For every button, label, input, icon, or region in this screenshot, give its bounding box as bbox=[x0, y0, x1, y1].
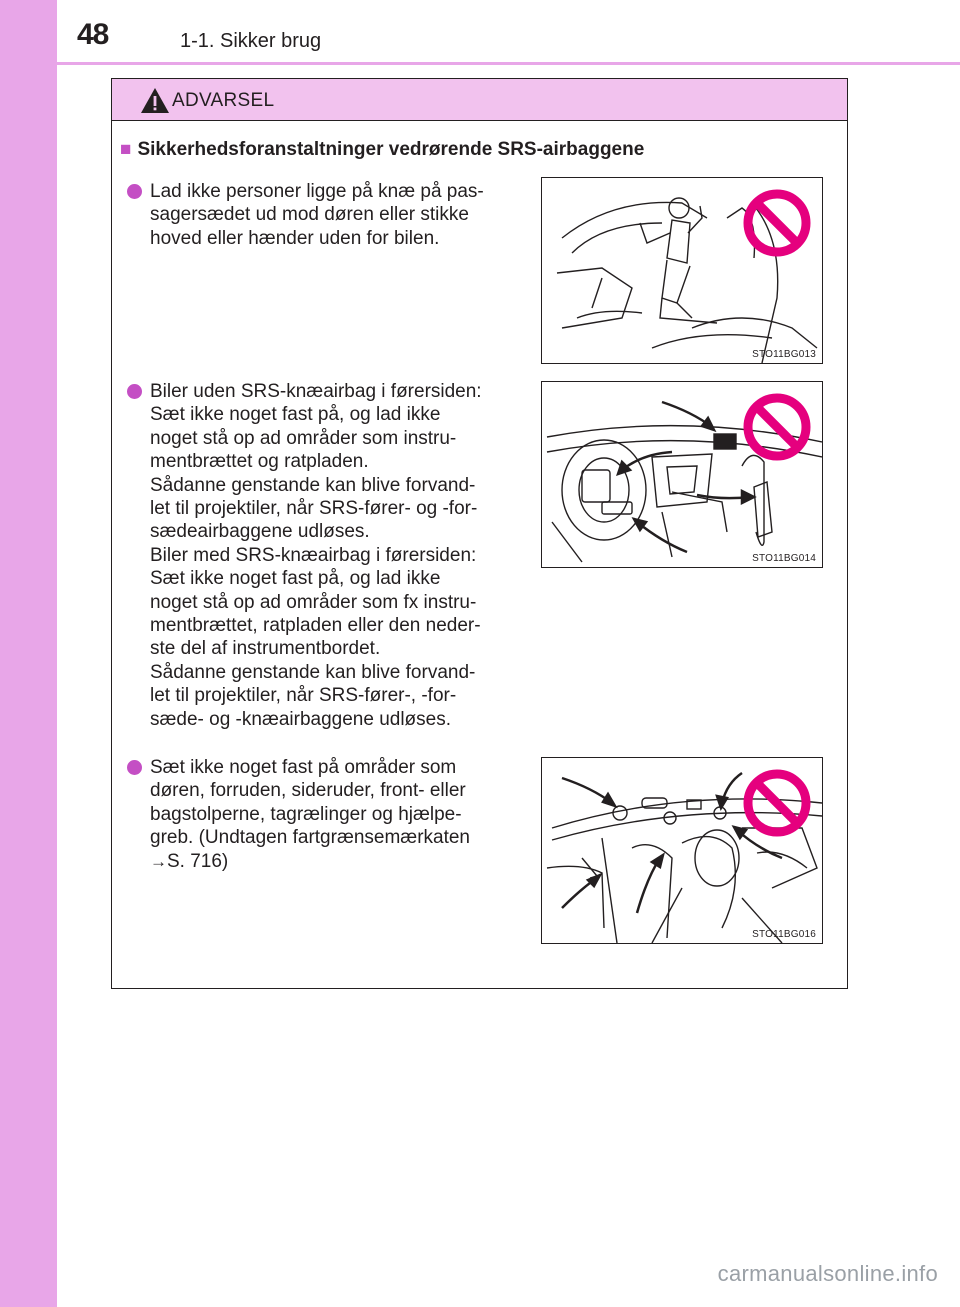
bullet-reference bbox=[150, 850, 520, 873]
bullet-item bbox=[150, 380, 520, 731]
bullet-item bbox=[150, 180, 520, 250]
bullet-dot-icon bbox=[127, 384, 142, 399]
warning-header bbox=[112, 79, 847, 121]
warning-title: ADVARSEL bbox=[172, 90, 275, 111]
warning-triangle-icon bbox=[140, 87, 170, 114]
prohibition-icon bbox=[742, 188, 812, 258]
figure-code: STO11BG016 bbox=[752, 929, 816, 940]
section-title bbox=[120, 139, 644, 161]
illustration-kneeling-passenger bbox=[541, 177, 823, 364]
left-margin-band bbox=[0, 0, 57, 1307]
figure-code: STO11BG014 bbox=[752, 553, 816, 564]
section-square-icon: ■ bbox=[120, 139, 132, 160]
bullet-text: Lad ikke personer ligge på knæ på pas- sagersædet ud mod døren eller stikke hoved eller hænder uden for bilen. bbox=[150, 181, 484, 249]
bullet-dot-icon bbox=[127, 760, 142, 775]
reference-arrow-icon: → bbox=[150, 851, 167, 871]
section-title-text: Sikkerhedsforanstaltninger vedrørende SRS-airbaggene bbox=[137, 139, 645, 160]
illustration-dashboard-objects bbox=[541, 381, 823, 568]
prohibition-icon bbox=[742, 392, 812, 462]
page-number: 48 bbox=[77, 18, 109, 51]
header-divider bbox=[57, 62, 960, 65]
bullet-text: Sæt ikke noget fast på områder som døren, forruden, sideruder, front- eller bagstolperne, tagrælinger og hjælpe- greb. (Undtagen fartgrænsemærkaten bbox=[150, 757, 470, 849]
bullet-text: Biler uden SRS-knæairbag i førersiden: Sæt ikke noget fast på, og lad ikke noget stå op ad områder som instru- mentbrættet og ratpladen. Sådanne genstande kan blive forvand- let til projektiler, når SRS-fører- og -for- sædeairbaggene udløses. Biler med SRS-knæairbag i førersiden: Sæt ikke noget fast på, og lad ikke noget stå op ad områder som fx instru- mentbrættet, ratpladen eller den neder- ste del af instrumentbordet. Sådanne genstande kan blive forvand- let til projektiler, når SRS-fører-, -for- sæde- og -knæairbaggene udløses. bbox=[150, 381, 482, 730]
prohibition-icon bbox=[742, 768, 812, 838]
illustration-cabin-pillars bbox=[541, 757, 823, 944]
figure-code: STO11BG013 bbox=[752, 349, 816, 360]
watermark: carmanualsonline.info bbox=[717, 1261, 938, 1286]
bullet-item bbox=[150, 756, 520, 873]
chapter-title: 1-1. Sikker brug bbox=[180, 30, 322, 52]
page-reference[interactable]: S. 716) bbox=[167, 850, 229, 872]
bullet-dot-icon bbox=[127, 184, 142, 199]
